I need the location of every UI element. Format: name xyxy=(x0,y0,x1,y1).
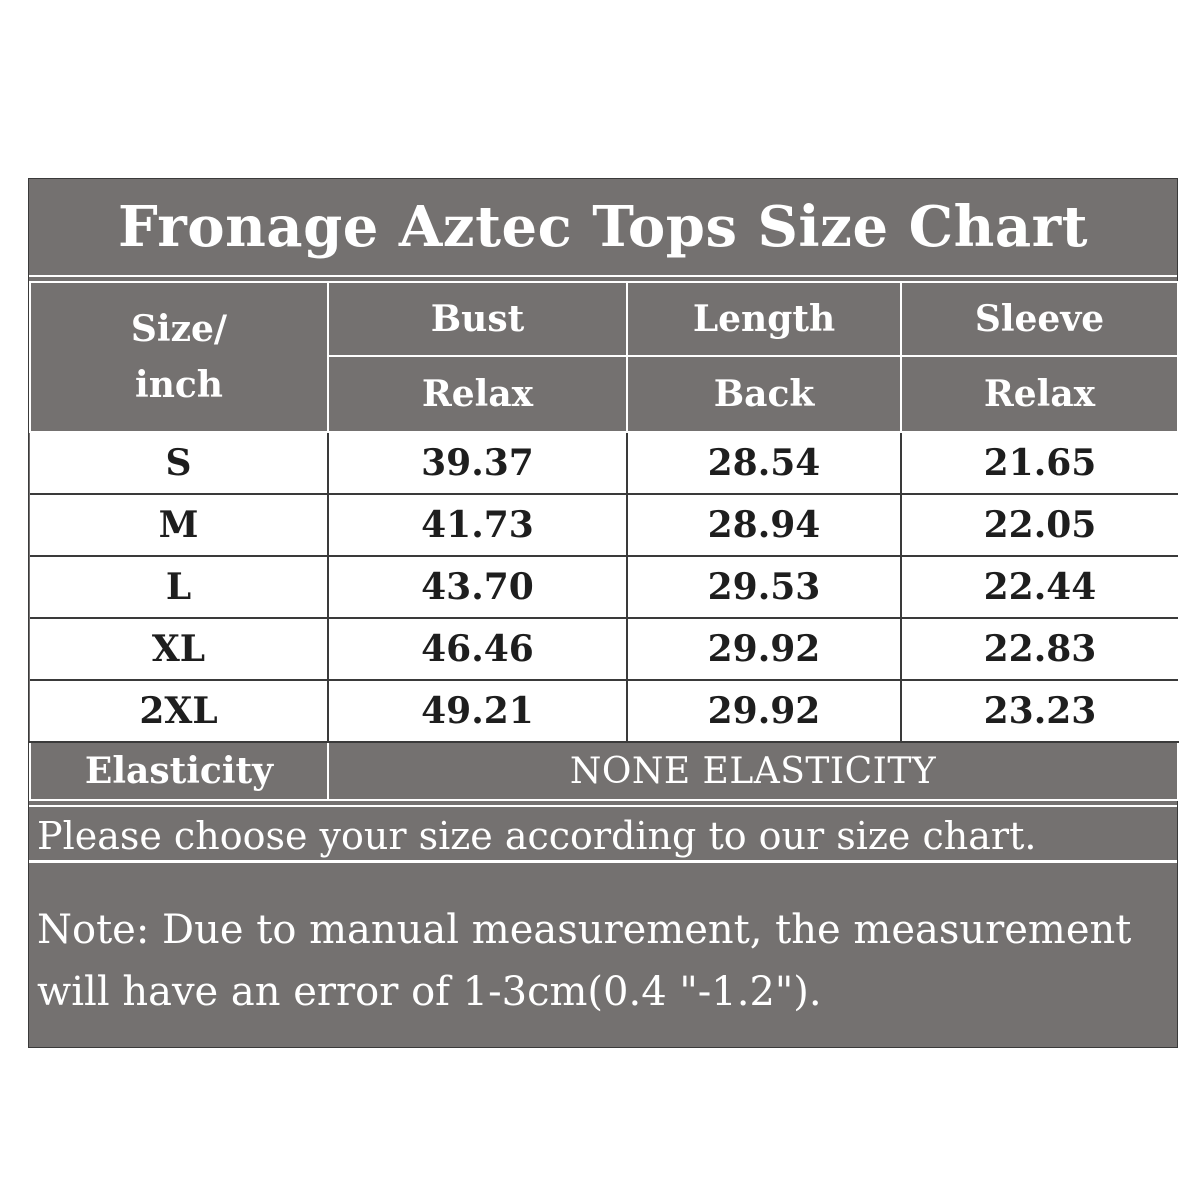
bust-cell: 41.73 xyxy=(328,494,627,556)
length-header: Length xyxy=(627,282,901,356)
sleeve-cell: 21.65 xyxy=(901,432,1178,494)
bust-cell: 49.21 xyxy=(328,680,627,742)
length-subheader: Back xyxy=(627,356,901,432)
size-cell: L xyxy=(30,556,328,618)
note-line-2: will have an error of 1-3cm(0.4 "-1.2"). xyxy=(37,969,822,1015)
bust-cell: 46.46 xyxy=(328,618,627,680)
length-cell: 29.92 xyxy=(627,680,901,742)
size-inch-header xyxy=(30,282,328,432)
elasticity-label: Elasticity xyxy=(30,742,328,800)
sleeve-cell: 22.05 xyxy=(901,494,1178,556)
sleeve-cell: 22.83 xyxy=(901,618,1178,680)
size-cell: S xyxy=(30,432,328,494)
size-cell: M xyxy=(30,494,328,556)
table-row xyxy=(30,556,1178,618)
size-chart-panel xyxy=(28,178,1178,1048)
length-cell: 28.54 xyxy=(627,432,901,494)
length-cell: 29.53 xyxy=(627,556,901,618)
size-header-line1: Size/ xyxy=(130,308,228,350)
size-cell: 2XL xyxy=(30,680,328,742)
elasticity-row xyxy=(30,742,1178,800)
elasticity-value: NONE ELASTICITY xyxy=(328,742,1178,800)
size-table xyxy=(29,281,1179,801)
size-cell: XL xyxy=(30,618,328,680)
bust-header: Bust xyxy=(328,282,627,356)
note-line-1: Note: Due to manual measurement, the measurement xyxy=(37,907,1132,953)
header-row-top xyxy=(30,282,1178,356)
table-row xyxy=(30,494,1178,556)
sleeve-cell: 22.44 xyxy=(901,556,1178,618)
choose-size-instruction: Please choose your size according to our size chart. xyxy=(29,805,1177,863)
sleeve-cell: 23.23 xyxy=(901,680,1178,742)
table-row xyxy=(30,432,1178,494)
sleeve-subheader: Relax xyxy=(901,356,1178,432)
size-header-line2: inch xyxy=(135,364,223,406)
bust-subheader: Relax xyxy=(328,356,627,432)
length-cell: 29.92 xyxy=(627,618,901,680)
measurement-note xyxy=(29,899,1177,1023)
sleeve-header: Sleeve xyxy=(901,282,1178,356)
table-row xyxy=(30,680,1178,742)
length-cell: 28.94 xyxy=(627,494,901,556)
chart-title: Fronage Aztec Tops Size Chart xyxy=(29,179,1177,277)
table-row xyxy=(30,618,1178,680)
bust-cell: 43.70 xyxy=(328,556,627,618)
bust-cell: 39.37 xyxy=(328,432,627,494)
